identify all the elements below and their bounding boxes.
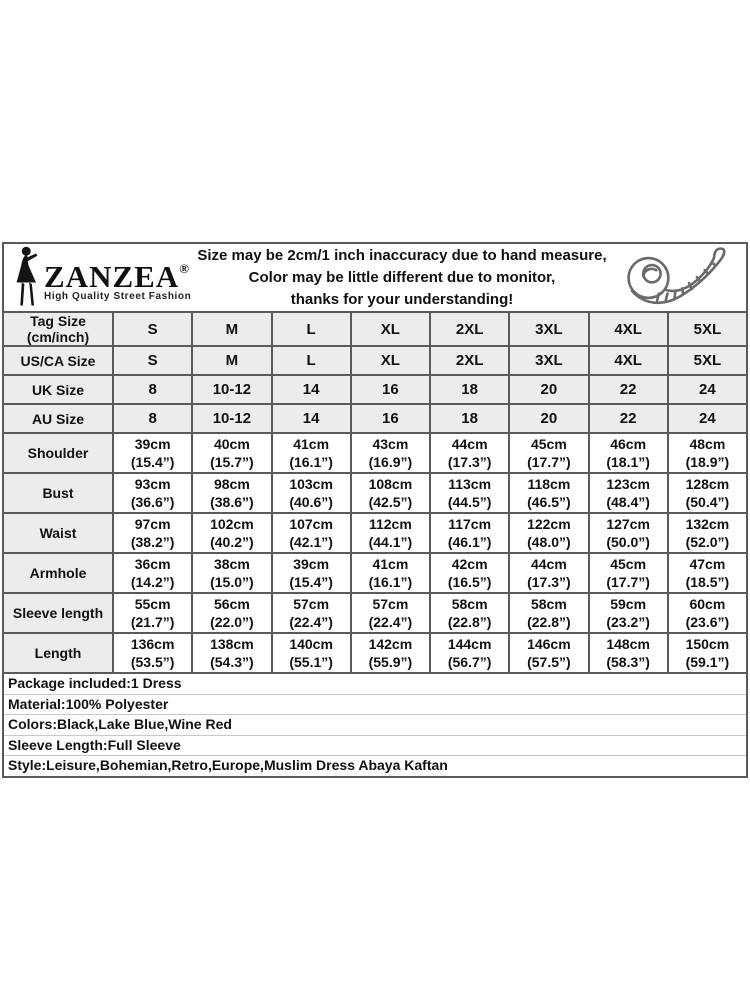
value-cell: 2XL xyxy=(430,346,509,375)
value-cell: 107cm (42.1”) xyxy=(272,513,351,553)
brand-name: ZANZEA xyxy=(44,258,180,294)
detail-line: Sleeve Length:Full Sleeve xyxy=(4,735,746,756)
value-cell: 58cm (22.8”) xyxy=(430,593,509,633)
value-cell: 123cm (48.4”) xyxy=(589,473,668,513)
value-cell: 44cm (17.3”) xyxy=(430,433,509,473)
row-label: Sleeve length xyxy=(3,593,113,633)
table-row xyxy=(3,553,747,593)
value-cell: 5XL xyxy=(668,312,747,346)
value-cell: 117cm (46.1”) xyxy=(430,513,509,553)
value-cell: 4XL xyxy=(589,312,668,346)
value-cell: 45cm (17.7”) xyxy=(509,433,588,473)
value-cell: 136cm (53.5”) xyxy=(113,633,192,673)
value-cell: 5XL xyxy=(668,346,747,375)
value-cell: 98cm (38.6”) xyxy=(192,473,271,513)
value-cell: 4XL xyxy=(589,346,668,375)
value-cell: 22 xyxy=(589,375,668,404)
value-cell: 24 xyxy=(668,404,747,433)
value-cell: 55cm (21.7”) xyxy=(113,593,192,633)
value-cell: 58cm (22.8”) xyxy=(509,593,588,633)
value-cell: 16 xyxy=(351,375,430,404)
value-cell: 40cm (15.7”) xyxy=(192,433,271,473)
row-label: UK Size xyxy=(3,375,113,404)
value-cell: 112cm (44.1”) xyxy=(351,513,430,553)
value-cell: 8 xyxy=(113,404,192,433)
value-cell: 22 xyxy=(589,404,668,433)
value-cell: 138cm (54.3”) xyxy=(192,633,271,673)
value-cell: XL xyxy=(351,312,430,346)
value-cell: 142cm (55.9”) xyxy=(351,633,430,673)
table-row xyxy=(3,312,747,346)
value-cell: 38cm (15.0”) xyxy=(192,553,271,593)
value-cell: 14 xyxy=(272,375,351,404)
table-row xyxy=(3,473,747,513)
value-cell: 18 xyxy=(430,404,509,433)
value-cell: 113cm (44.5”) xyxy=(430,473,509,513)
value-cell: M xyxy=(192,346,271,375)
brand-logo xyxy=(12,246,194,310)
value-cell: 45cm (17.7”) xyxy=(589,553,668,593)
value-cell: 8 xyxy=(113,375,192,404)
value-cell: 103cm (40.6”) xyxy=(272,473,351,513)
value-cell: 46cm (18.1”) xyxy=(589,433,668,473)
value-cell: 118cm (46.5”) xyxy=(509,473,588,513)
value-cell: M xyxy=(192,312,271,346)
row-label: Bust xyxy=(3,473,113,513)
size-table xyxy=(2,311,748,674)
value-cell: 102cm (40.2”) xyxy=(192,513,271,553)
table-row xyxy=(3,375,747,404)
value-cell: 41cm (16.1”) xyxy=(351,553,430,593)
value-cell: 128cm (50.4”) xyxy=(668,473,747,513)
value-cell: 146cm (57.5”) xyxy=(509,633,588,673)
value-cell: 140cm (55.1”) xyxy=(272,633,351,673)
table-row xyxy=(3,513,747,553)
value-cell: 20 xyxy=(509,375,588,404)
value-cell: 43cm (16.9”) xyxy=(351,433,430,473)
value-cell: S xyxy=(113,312,192,346)
value-cell: 39cm (15.4”) xyxy=(272,553,351,593)
value-cell: 44cm (17.3”) xyxy=(509,553,588,593)
table-row xyxy=(3,633,747,673)
row-label: Tag Size (cm/inch) xyxy=(3,312,113,346)
size-table-body xyxy=(3,312,747,673)
header xyxy=(2,242,748,313)
table-row xyxy=(3,593,747,633)
value-cell: 148cm (58.3”) xyxy=(589,633,668,673)
value-cell: 24 xyxy=(668,375,747,404)
value-cell: 132cm (52.0”) xyxy=(668,513,747,553)
value-cell: L xyxy=(272,312,351,346)
table-row xyxy=(3,404,747,433)
row-label: Waist xyxy=(3,513,113,553)
registered-mark: ® xyxy=(179,260,189,276)
value-cell: 57cm (22.4”) xyxy=(272,593,351,633)
value-cell: 10-12 xyxy=(192,404,271,433)
value-cell: 57cm (22.4”) xyxy=(351,593,430,633)
row-label: AU Size xyxy=(3,404,113,433)
value-cell: 47cm (18.5”) xyxy=(668,553,747,593)
value-cell: S xyxy=(113,346,192,375)
value-cell: 108cm (42.5”) xyxy=(351,473,430,513)
brand-tagline: High Quality Street Fashion xyxy=(44,290,192,302)
size-chart-sheet xyxy=(2,242,748,778)
measuring-tape-icon xyxy=(616,246,738,310)
disclaimer-line-1: Size may be 2cm/1 inch inaccuracy due to hand measure, xyxy=(197,246,607,264)
detail-line: Colors:Black,Lake Blue,Wine Red xyxy=(4,714,746,735)
detail-line: Package included:1 Dress xyxy=(8,675,182,691)
value-cell: 3XL xyxy=(509,312,588,346)
value-cell: 20 xyxy=(509,404,588,433)
value-cell: L xyxy=(272,346,351,375)
value-cell: 48cm (18.9”) xyxy=(668,433,747,473)
tape-icon-wrap xyxy=(610,246,738,310)
value-cell: 18 xyxy=(430,375,509,404)
row-label: Armhole xyxy=(3,553,113,593)
value-cell: 39cm (15.4”) xyxy=(113,433,192,473)
value-cell: 150cm (59.1”) xyxy=(668,633,747,673)
value-cell: 56cm (22.0”) xyxy=(192,593,271,633)
woman-silhouette-icon xyxy=(12,246,42,310)
row-label: Shoulder xyxy=(3,433,113,473)
value-cell: 59cm (23.2”) xyxy=(589,593,668,633)
value-cell: 42cm (16.5”) xyxy=(430,553,509,593)
value-cell: 3XL xyxy=(509,346,588,375)
value-cell: 16 xyxy=(351,404,430,433)
value-cell: 122cm (48.0”) xyxy=(509,513,588,553)
row-label: Length xyxy=(3,633,113,673)
value-cell: 60cm (23.6”) xyxy=(668,593,747,633)
value-cell: 97cm (38.2”) xyxy=(113,513,192,553)
disclaimer-line-3: thanks for your understanding! xyxy=(290,290,514,308)
product-details xyxy=(2,672,748,778)
brand-text xyxy=(44,254,191,302)
value-cell: 93cm (36.6”) xyxy=(113,473,192,513)
disclaimer-text xyxy=(194,245,610,311)
detail-line: Style:Leisure,Bohemian,Retro,Europe,Muslim Dress Abaya Kaftan xyxy=(4,755,746,776)
value-cell: 41cm (16.1”) xyxy=(272,433,351,473)
value-cell: 36cm (14.2”) xyxy=(113,553,192,593)
value-cell: XL xyxy=(351,346,430,375)
row-label: US/CA Size xyxy=(3,346,113,375)
disclaimer-line-2: Color may be little different due to monitor, xyxy=(248,268,556,286)
value-cell: 2XL xyxy=(430,312,509,346)
value-cell: 10-12 xyxy=(192,375,271,404)
value-cell: 127cm (50.0”) xyxy=(589,513,668,553)
detail-line: Material:100% Polyester xyxy=(4,694,746,715)
table-row xyxy=(3,346,747,375)
value-cell: 14 xyxy=(272,404,351,433)
table-row xyxy=(3,433,747,473)
value-cell: 144cm (56.7”) xyxy=(430,633,509,673)
